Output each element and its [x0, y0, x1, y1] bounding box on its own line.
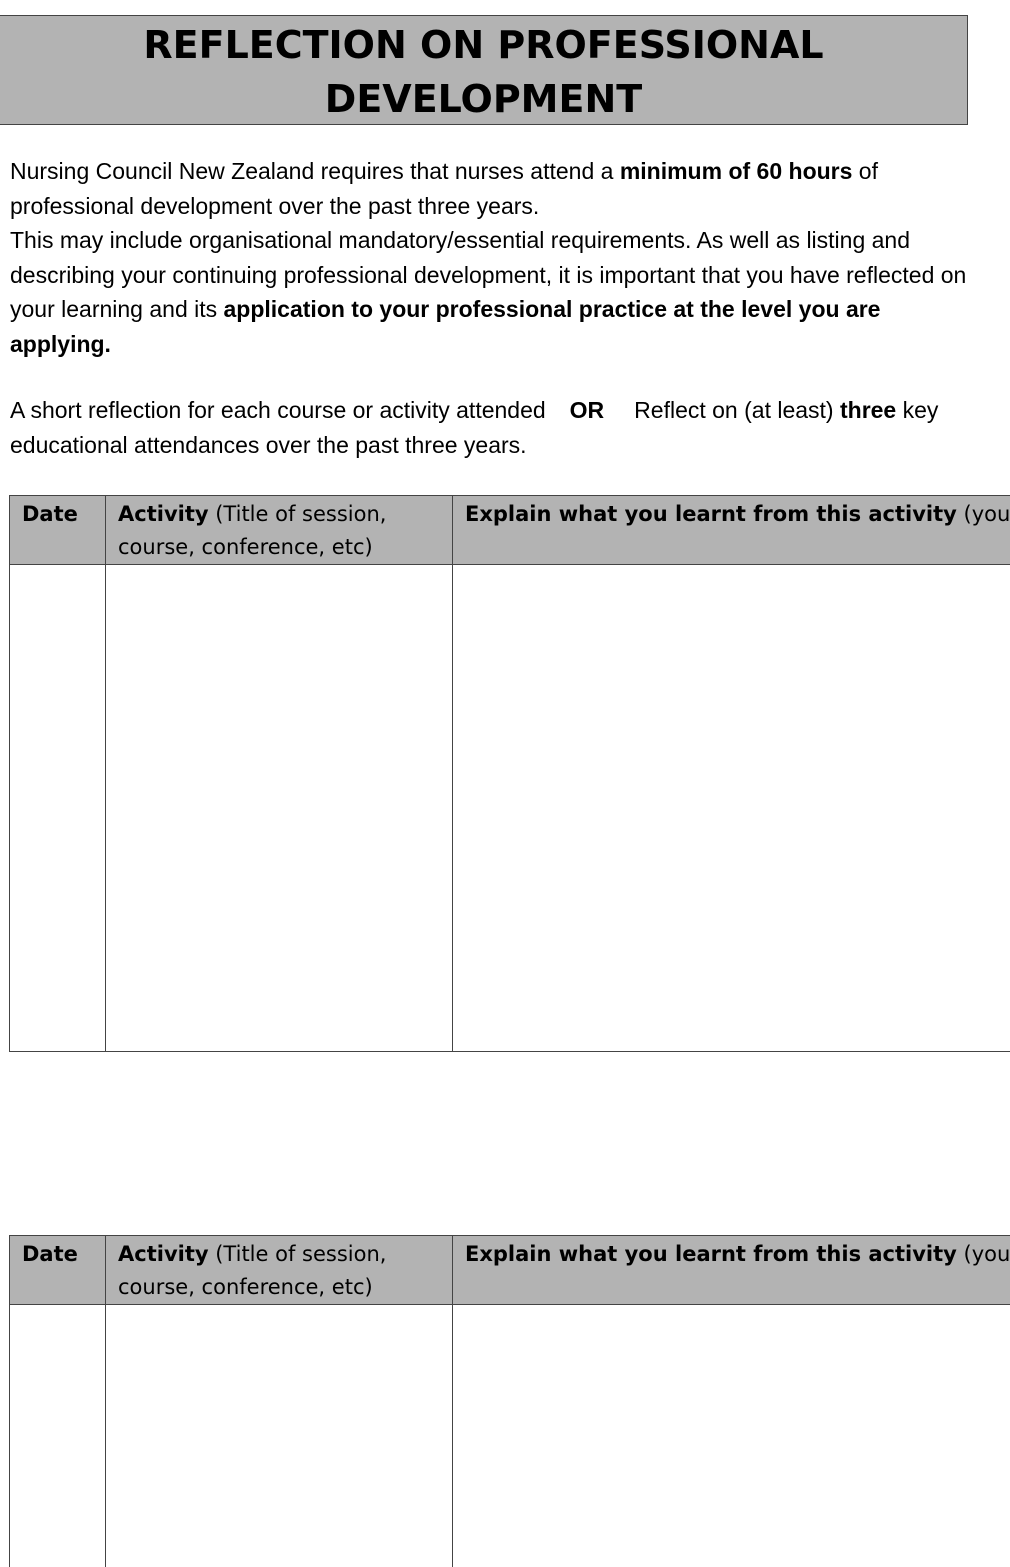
option-b-text: Reflect on (at least)	[634, 397, 840, 423]
reflection-table-1	[9, 495, 1010, 1052]
table-header-row	[10, 496, 1010, 565]
table-row	[10, 1305, 1010, 1567]
header-explain-bold: Explain what you learnt from this activity	[465, 502, 957, 526]
header-activity	[106, 496, 453, 565]
header-activity-note: (Title of session, course, conference, etc)	[118, 502, 386, 559]
intro-text	[10, 154, 970, 462]
header-date-label: Date	[22, 502, 78, 526]
header-explain-note: (you	[957, 1242, 1010, 1266]
explain-cell[interactable]	[453, 565, 1010, 1052]
header-date	[10, 496, 106, 565]
activity-cell[interactable]	[106, 1305, 453, 1567]
intro-p1-text: Nursing Council New Zealand requires that nurses attend a	[10, 158, 620, 184]
header-explain	[453, 496, 1010, 565]
or-separator: OR	[570, 397, 605, 423]
activity-cell[interactable]	[106, 565, 453, 1052]
table-row	[10, 565, 1010, 1052]
intro-paragraph-options	[10, 393, 970, 462]
explain-cell[interactable]	[453, 1305, 1010, 1567]
header-activity	[106, 1236, 453, 1305]
option-b-bold: three	[840, 397, 896, 423]
header-activity-bold: Activity	[118, 502, 209, 526]
option-a-text: A short reflection for each course or activity attended	[10, 397, 546, 423]
title-line-2: DEVELOPMENT	[0, 72, 967, 126]
reflection-table-2	[9, 1235, 1010, 1567]
title-line-1: REFLECTION ON PROFESSIONAL	[0, 18, 967, 72]
header-date	[10, 1236, 106, 1305]
intro-p2-text: This may include organisational mandatory/essential requirements. As well as listing and describing your continuing professional development, it is important that you have reflected on your learning and its	[10, 227, 966, 322]
header-date-label: Date	[22, 1242, 78, 1266]
header-explain-note: (you	[957, 502, 1010, 526]
intro-p2-bold: application to your professional practice at the level you are applying.	[10, 296, 880, 357]
intro-paragraph-requirement	[10, 154, 970, 223]
header-activity-bold: Activity	[118, 1242, 209, 1266]
header-explain	[453, 1236, 1010, 1305]
page-title	[0, 15, 968, 125]
date-cell[interactable]	[10, 565, 106, 1052]
header-activity-note: (Title of session, course, conference, etc)	[118, 1242, 386, 1299]
intro-paragraph-reflection	[10, 223, 970, 361]
option-b-text-end: key educational attendances over the past three years.	[10, 397, 938, 458]
header-explain-bold: Explain what you learnt from this activity	[465, 1242, 957, 1266]
intro-p1-text-end: of professional development over the past three years.	[10, 158, 878, 219]
table-header-row	[10, 1236, 1010, 1305]
intro-p1-bold: minimum of 60 hours	[620, 158, 853, 184]
date-cell[interactable]	[10, 1305, 106, 1567]
